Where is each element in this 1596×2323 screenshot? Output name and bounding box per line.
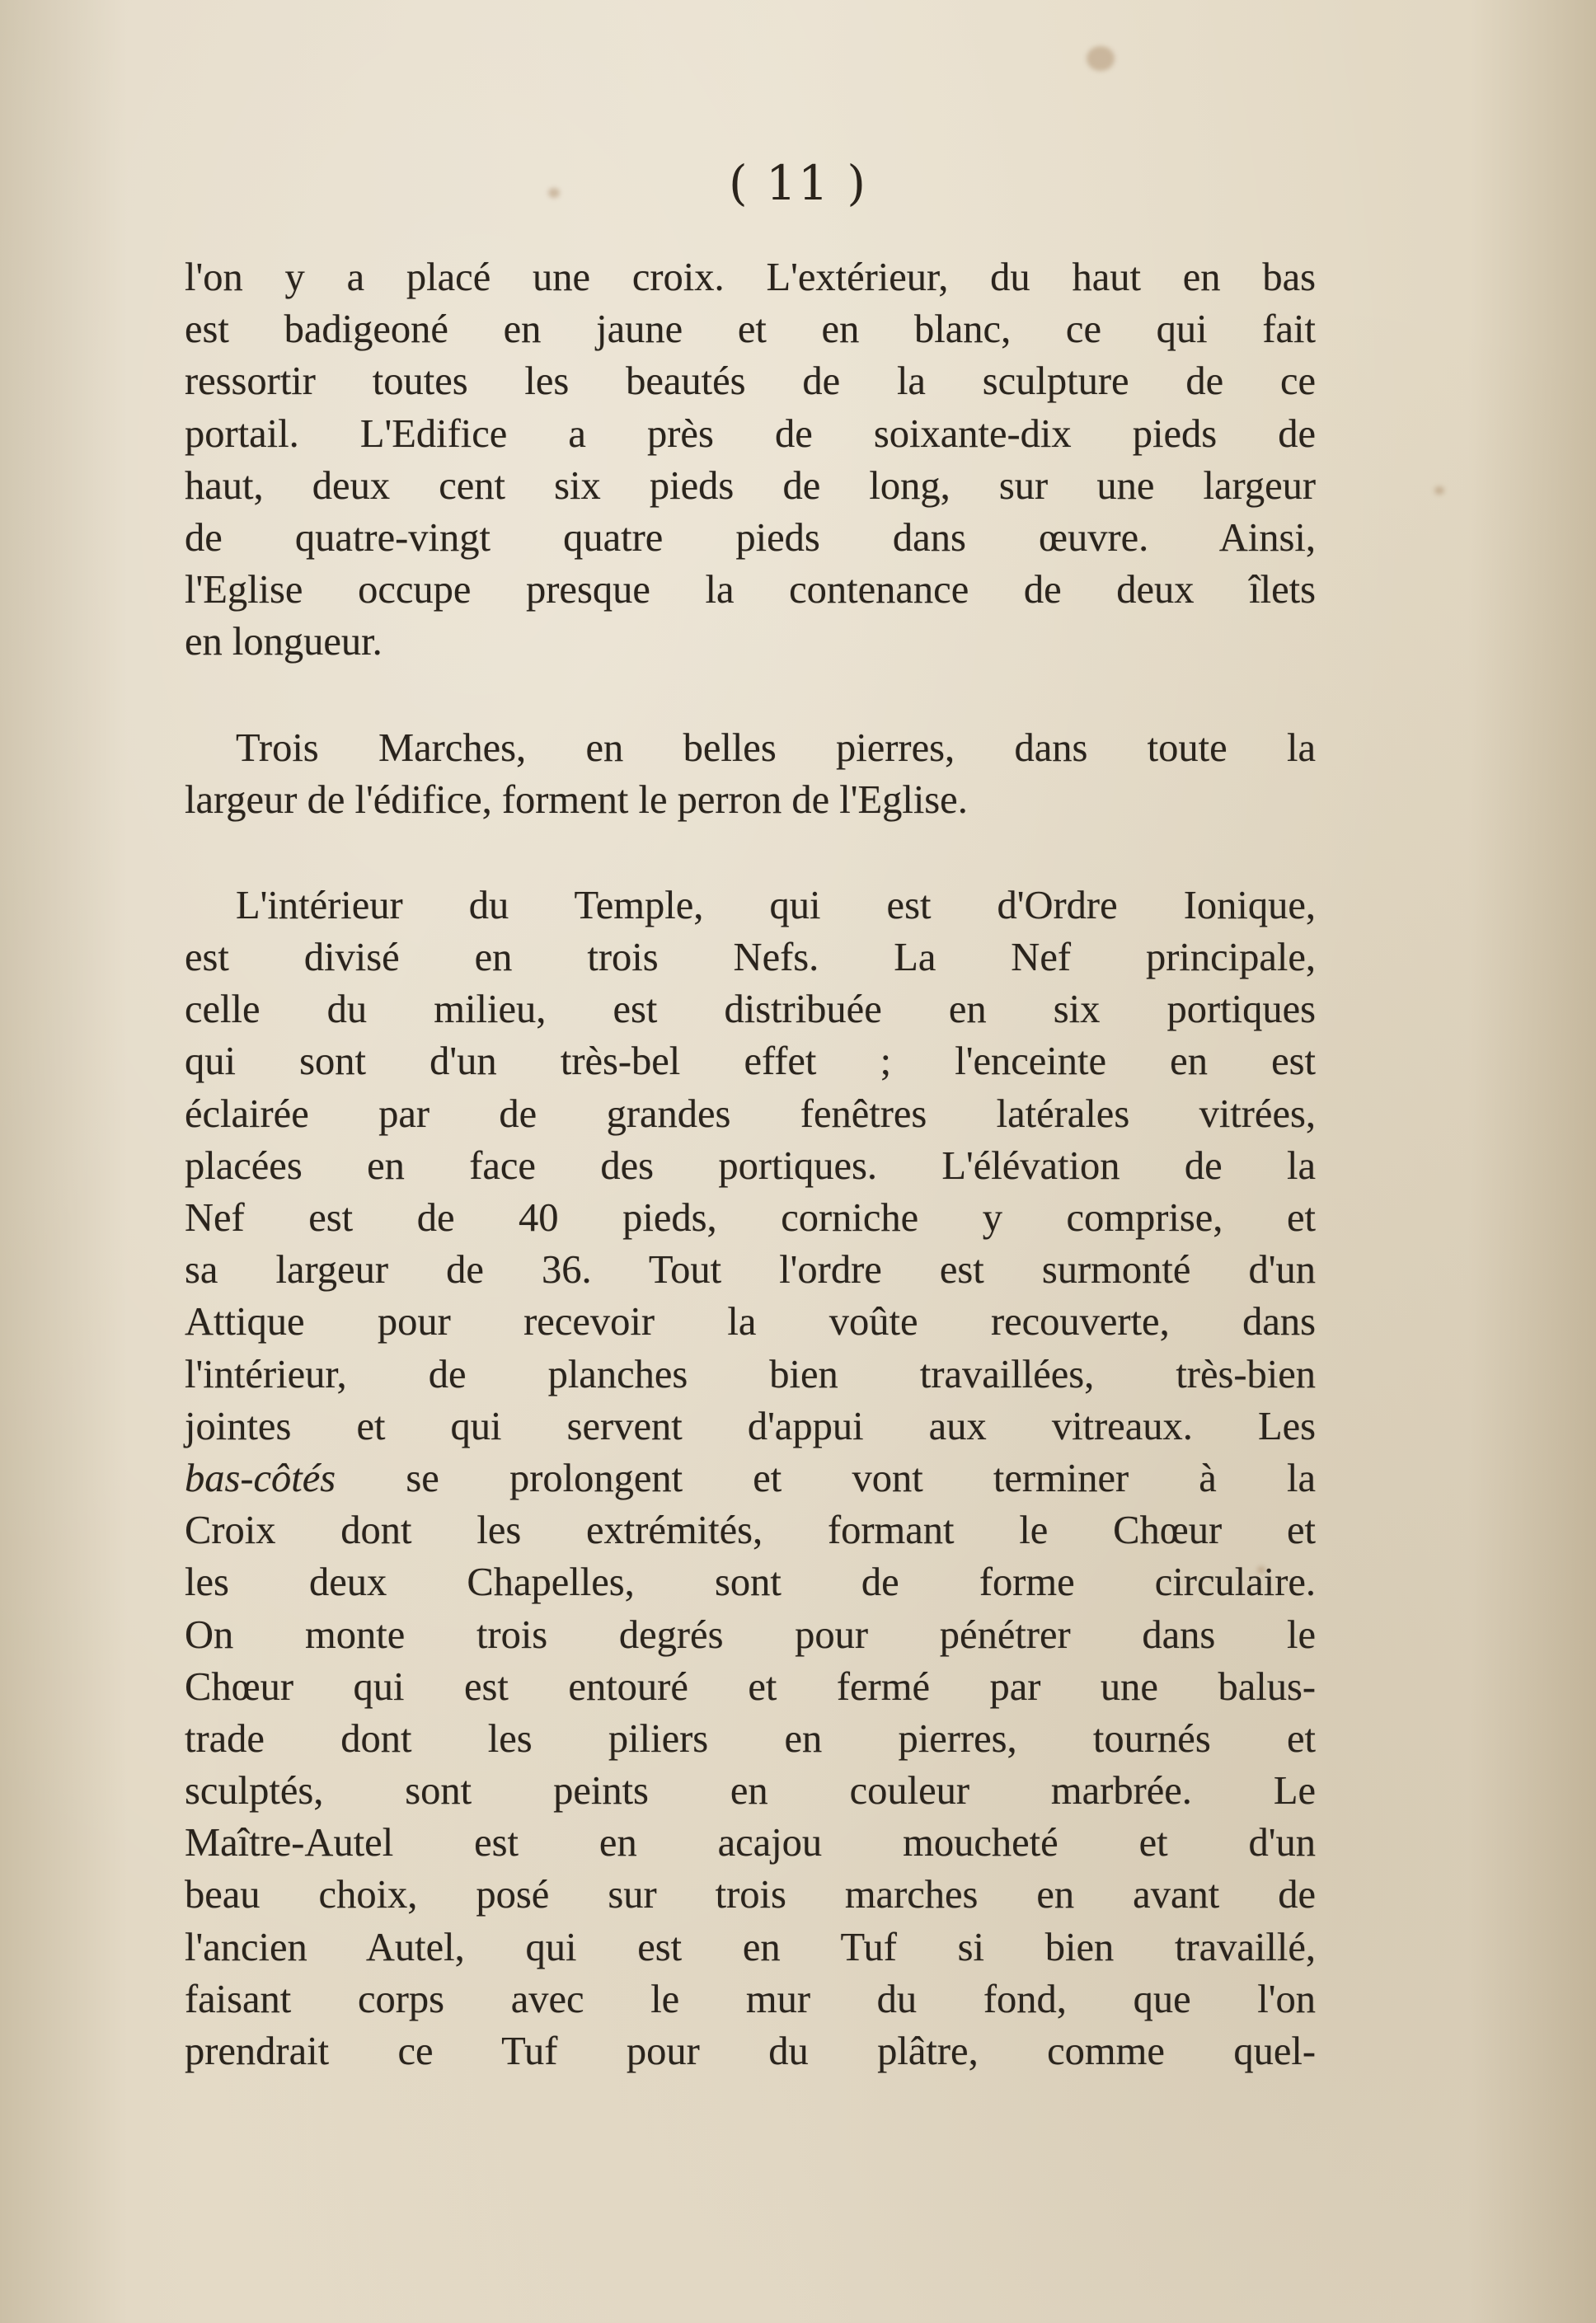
text-line-with-italic — [185, 1452, 1316, 1504]
text-line: portail. L'Edifice a près de soixante-dix pieds de — [185, 411, 1316, 456]
text-line: Croix dont les extrémités, formant le Chœur et — [185, 1509, 1316, 1553]
text-line: Trois Marches, en belles pierres, dans toute la — [236, 725, 1316, 770]
paragraph-gap — [185, 826, 1316, 880]
text-line: haut, deux cent six pieds de long, sur une largeur — [185, 463, 1316, 508]
text-line: ressortir toutes les beautés de la sculpture de ce — [185, 359, 1316, 404]
text-line: trade dont les piliers en pierres, tournés et — [185, 1716, 1316, 1761]
text-line: prendrait ce Tuf pour du plâtre, comme quel- — [185, 2030, 1316, 2073]
text-line: Attique pour recevoir la voûte recouverte, dans — [185, 1300, 1316, 1345]
text-line: faisant corps avec le mur du fond, que l'on — [185, 1977, 1316, 2021]
text-line: On monte trois degrés pour pénétrer dans le — [185, 1612, 1316, 1657]
text-line: Chœur qui est entouré et fermé par une balus- — [185, 1664, 1316, 1709]
text-line: placées en face des portiques. L'élévation de la — [185, 1143, 1316, 1188]
paragraph-2 — [185, 722, 1316, 826]
paragraph-gap — [185, 669, 1316, 722]
text-line: est badigeoné en jaune et en blanc, ce qui fait — [185, 307, 1316, 352]
paragraph-1 — [185, 251, 1316, 669]
text-line: beau choix, posé sur trois marches en avant de — [185, 1873, 1316, 1917]
body-text — [185, 251, 1316, 2077]
text-line: l'on y a placé une croix. L'extérieur, du haut en bas — [185, 256, 1316, 299]
text-line: celle du milieu, est distribuée en six portiques — [185, 988, 1316, 1032]
text-line: Maître-Autel est en acajou moucheté et d'un — [185, 1821, 1316, 1865]
text-line: l'intérieur, de planches bien travaillées, très-bien — [185, 1352, 1316, 1396]
stain-mark — [1434, 486, 1444, 495]
text-line: Nef est de 40 pieds, corniche y comprise, et — [185, 1196, 1316, 1240]
stain-mark — [1087, 46, 1115, 71]
page-number: ( 11 ) — [729, 155, 867, 211]
text-line: sculptés, sont peints en couleur marbrée. Le — [185, 1769, 1316, 1814]
text-line: de quatre-vingt quatre pieds dans œuvre. Ainsi, — [185, 515, 1316, 560]
text-line: jointes et qui servent d'appui aux vitreaux. Les — [185, 1404, 1316, 1448]
italic-term: bas-côtés — [185, 1456, 336, 1500]
text-line: est divisé en trois Nefs. La Nef principale, — [185, 936, 1316, 980]
text-line: largeur de l'édifice, forment le perron de l'Eglise. — [185, 777, 968, 822]
text-line: en longueur. — [185, 620, 383, 664]
text-line-rest: se prolongent et vont terminer à la — [406, 1456, 1317, 1500]
paragraph-3 — [185, 880, 1316, 2077]
text-line: sa largeur de 36. Tout l'ordre est surmonté d'un — [185, 1248, 1316, 1293]
text-line: éclairée par de grandes fenêtres latérales vitrées, — [185, 1091, 1316, 1136]
text-line: L'intérieur du Temple, qui est d'Ordre Ionique, — [236, 883, 1316, 927]
text-line: l'Eglise occupe presque la contenance de deux îlets — [185, 568, 1316, 612]
text-line: l'ancien Autel, qui est en Tuf si bien travaillé, — [185, 1925, 1316, 1969]
text-line: les deux Chapelles, sont de forme circulaire. — [185, 1560, 1316, 1605]
text-line: qui sont d'un très-bel effet ; l'enceinte en est — [185, 1039, 1316, 1084]
